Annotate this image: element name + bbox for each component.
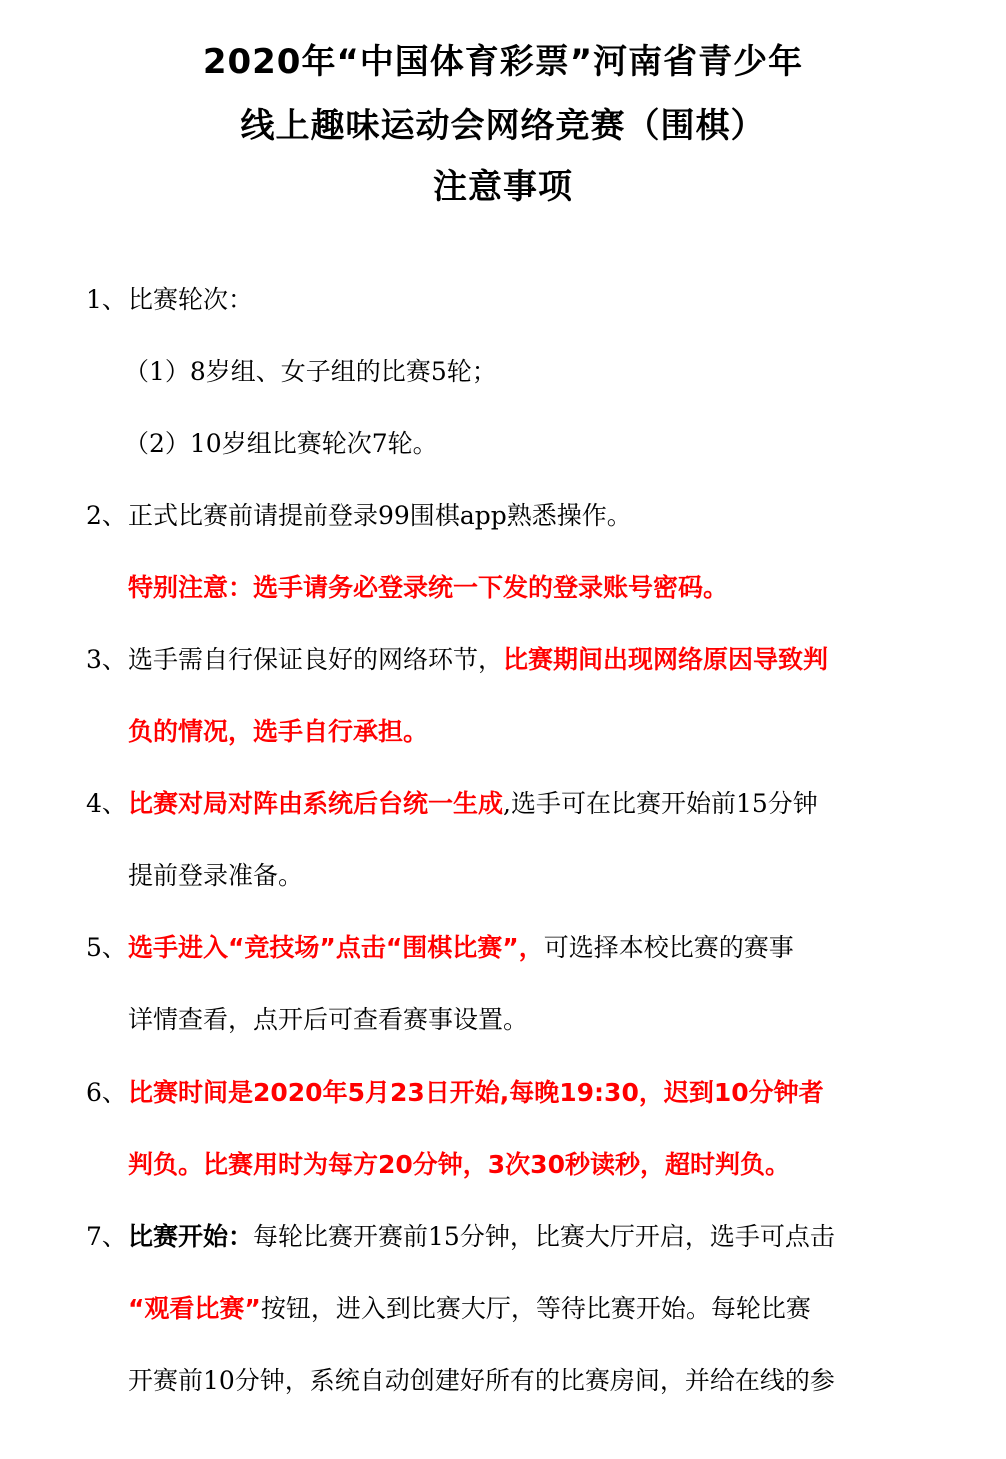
title-line-3: 注意事项 <box>433 167 573 207</box>
item-1-sub-2: （2）10岁组比赛轮次7轮。 <box>124 429 438 458</box>
item-2-special-note: 特别注意：选手请务必登录统一下发的登录账号密码。 <box>128 573 729 602</box>
item-5 <box>86 930 794 966</box>
item-7-cont-2: 开赛前10分钟，系统自动创建好所有的比赛房间，并给在线的参 <box>128 1366 835 1395</box>
item-2 <box>86 498 632 534</box>
item-number: 7、 <box>86 1222 127 1251</box>
item-7-cont-1 <box>128 1291 811 1327</box>
item-number: 2、 <box>86 501 127 530</box>
item-highlight: 比赛时间是2020年5月23日开始,每晚19:30，迟到10分钟者 <box>128 1078 824 1107</box>
title-line-2: 线上趣味运动会网络竞赛（围棋） <box>240 106 766 146</box>
item-text: 正式比赛前请提前登录99围棋app熟悉操作。 <box>128 501 632 530</box>
item-number: 3、 <box>86 645 127 674</box>
item-1-sub-1: （1）8岁组、女子组的比赛5轮； <box>124 357 497 386</box>
item-1 <box>86 282 253 318</box>
item-4 <box>86 786 818 822</box>
item-6-highlight-cont: 判负。比赛用时为每方20分钟，3次30秒读秒，超时判负。 <box>128 1150 790 1179</box>
item-text: 每轮比赛开赛前15分钟，比赛大厅开启，选手可点击 <box>253 1222 835 1251</box>
item-text: 可选择本校比赛的赛事 <box>543 933 794 962</box>
item-highlight: 比赛期间出现网络原因导致判 <box>503 645 829 674</box>
item-5-cont: 详情查看，点开后可查看赛事设置。 <box>128 1005 529 1034</box>
item-6 <box>86 1075 824 1111</box>
item-bold-label: 比赛开始： <box>128 1222 254 1251</box>
item-text: ,选手可在比赛开始前15分钟 <box>503 789 818 818</box>
item-text: 按钮，进入到比赛大厅，等待比赛开始。每轮比赛 <box>260 1294 811 1323</box>
item-number: 6、 <box>86 1078 127 1107</box>
item-number: 5、 <box>86 933 127 962</box>
item-highlight: 比赛对局对阵由系统后台统一生成 <box>128 789 504 818</box>
item-3-highlight-cont: 负的情况，选手自行承担。 <box>128 717 429 746</box>
item-text: 选手需自行保证良好的网络环节， <box>128 645 504 674</box>
item-4-cont: 提前登录准备。 <box>128 861 304 890</box>
title-line-1: 2020年“中国体育彩票”河南省青少年 <box>202 42 804 82</box>
item-highlight: 选手进入“竞技场”点击“围棋比赛”， <box>128 933 544 962</box>
item-3 <box>86 642 828 678</box>
item-number: 4、 <box>86 789 127 818</box>
item-number: 1、 <box>86 285 127 314</box>
item-highlight: “观看比赛” <box>128 1294 261 1323</box>
item-7 <box>86 1219 835 1255</box>
item-text: 比赛轮次： <box>128 285 254 314</box>
